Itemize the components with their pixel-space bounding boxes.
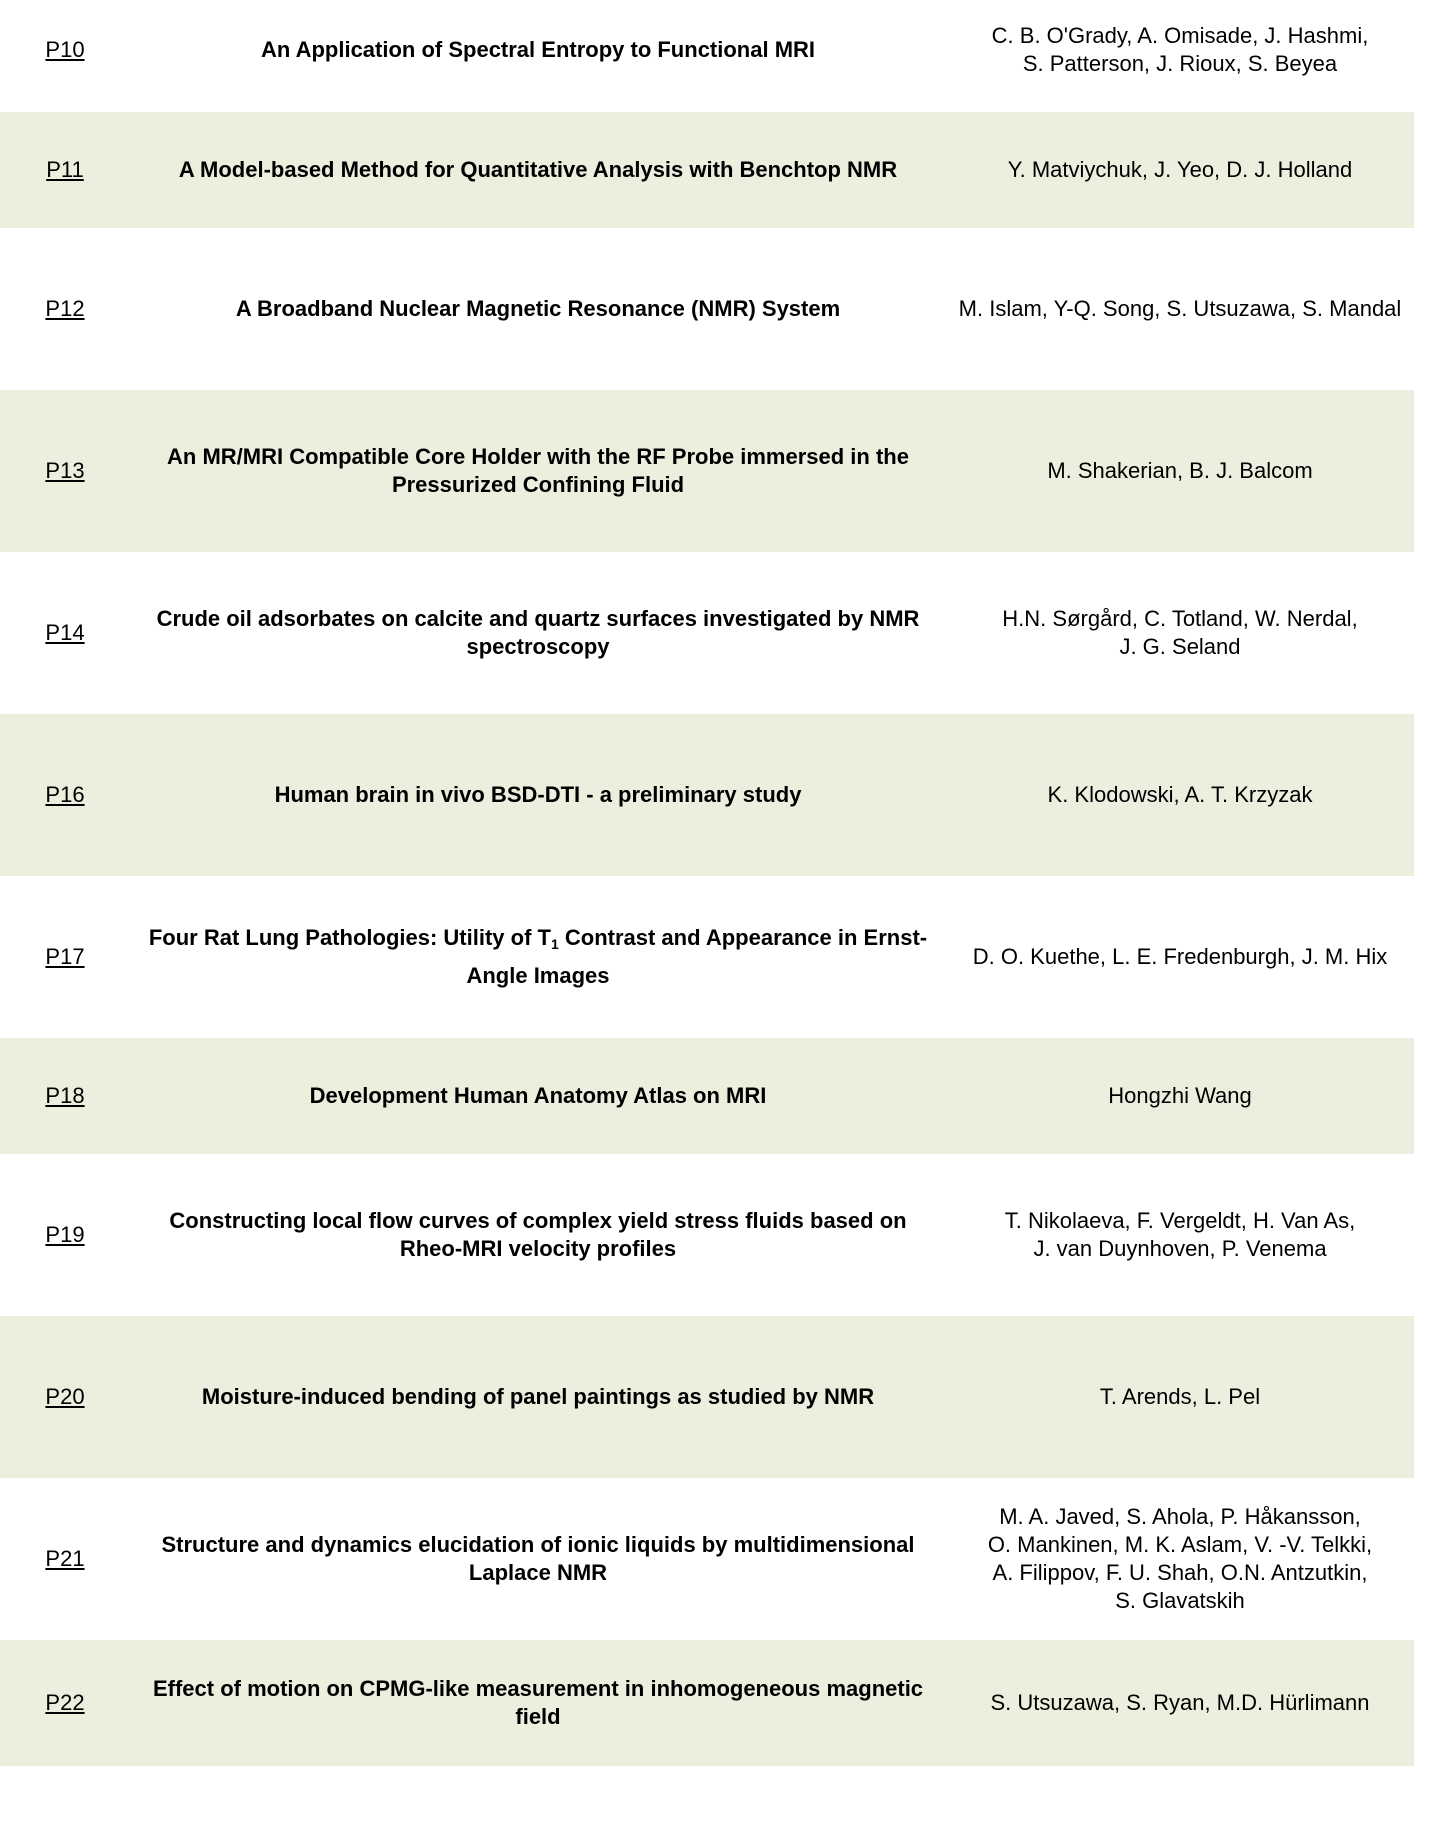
- author-line: A. Filippov, F. U. Shah, O.N. Antzutkin,: [992, 1560, 1368, 1585]
- table-row: [0, 1154, 1414, 1316]
- poster-authors: [946, 605, 1414, 661]
- title-subscript: 1: [550, 936, 559, 952]
- poster-id-link[interactable]: P21: [45, 1546, 85, 1571]
- table-row: [0, 112, 1414, 228]
- poster-id-link[interactable]: P14: [45, 620, 85, 645]
- poster-authors: [946, 22, 1414, 78]
- poster-id-link[interactable]: P20: [45, 1384, 85, 1409]
- author-line: J. van Duynhoven, P. Venema: [1033, 1236, 1327, 1261]
- poster-authors: [946, 1503, 1414, 1615]
- table-row: [0, 0, 1414, 112]
- poster-id-cell: [0, 620, 130, 646]
- table-row: [0, 390, 1414, 552]
- poster-id-link[interactable]: P10: [45, 37, 85, 62]
- poster-authors: [946, 943, 1414, 971]
- poster-authors: [946, 1207, 1414, 1263]
- author-line: K. Klodowski, A. T. Krzyzak: [1047, 782, 1313, 807]
- poster-title: An Application of Spectral Entropy to Functional MRI: [260, 37, 816, 62]
- author-line: T. Arends, L. Pel: [1099, 1384, 1261, 1409]
- table-row: [0, 552, 1414, 714]
- table-row: [0, 714, 1414, 876]
- poster-id-link[interactable]: P12: [45, 296, 85, 321]
- poster-title: A Model-based Method for Quantitative Analysis with Benchtop NMR: [178, 157, 898, 182]
- author-line: S. Patterson, J. Rioux, S. Beyea: [1022, 51, 1338, 76]
- poster-title: Crude oil adsorbates on calcite and quartz surfaces investigated by NMR spectroscopy: [156, 606, 920, 659]
- table-row: [0, 1316, 1414, 1478]
- author-line: Hongzhi Wang: [1108, 1083, 1252, 1108]
- poster-authors: [946, 781, 1414, 809]
- table-row: [0, 1038, 1414, 1154]
- author-line: C. B. O'Grady, A. Omisade, J. Hashmi,: [991, 23, 1369, 48]
- poster-title: Constructing local flow curves of complex yield stress fluids based on Rheo-MRI velocity profiles: [169, 1208, 907, 1261]
- poster-id-cell: [0, 157, 130, 183]
- poster-id-cell: [0, 1546, 130, 1572]
- poster-authors: [946, 457, 1414, 485]
- author-line: T. Nikolaeva, F. Vergeldt, H. Van As,: [1004, 1208, 1356, 1233]
- author-line: S. Utsuzawa, S. Ryan, M.D. Hürlimann: [990, 1690, 1370, 1715]
- title-text: Four Rat Lung Pathologies: Utility of T: [148, 925, 551, 950]
- poster-id-link[interactable]: P13: [45, 458, 85, 483]
- poster-title: A Broadband Nuclear Magnetic Resonance (NMR) System: [235, 296, 841, 321]
- author-line: M. Islam, Y-Q. Song, S. Utsuzawa, S. Mandal: [958, 296, 1402, 321]
- poster-id-link[interactable]: P22: [45, 1690, 85, 1715]
- poster-authors: [946, 156, 1414, 184]
- poster-title: Structure and dynamics elucidation of ionic liquids by multidimensional Laplace NMR: [161, 1532, 915, 1585]
- poster-id-link[interactable]: P16: [45, 782, 85, 807]
- poster-id-cell: [0, 1083, 130, 1109]
- poster-title: [130, 922, 946, 992]
- poster-id-cell: [0, 296, 130, 322]
- poster-id-cell: [0, 944, 130, 970]
- poster-id-link[interactable]: P17: [45, 944, 85, 969]
- poster-title: Development Human Anatomy Atlas on MRI: [309, 1083, 767, 1108]
- author-line: D. O. Kuethe, L. E. Fredenburgh, J. M. Hix: [972, 944, 1388, 969]
- poster-title: An MR/MRI Compatible Core Holder with the RF Probe immersed in the Pressurized Confining Fluid: [167, 444, 909, 497]
- author-line: Y. Matviychuk, J. Yeo, D. J. Holland: [1007, 157, 1353, 182]
- poster-title: Human brain in vivo BSD-DTI - a preliminary study: [274, 782, 802, 807]
- poster-id-cell: [0, 1384, 130, 1410]
- poster-authors: [946, 1383, 1414, 1411]
- author-line: S. Glavatskih: [1115, 1588, 1245, 1613]
- author-line: M. Shakerian, B. J. Balcom: [1047, 458, 1313, 483]
- author-line: H.N. Sørgård, C. Totland, W. Nerdal,: [1002, 606, 1358, 631]
- poster-id-link[interactable]: P19: [45, 1222, 85, 1247]
- poster-id-cell: [0, 782, 130, 808]
- poster-id-cell: [0, 1222, 130, 1248]
- poster-title: Effect of motion on CPMG-like measurement in inhomogeneous magnetic field: [152, 1676, 924, 1729]
- poster-title: Moisture-induced bending of panel paintings as studied by NMR: [201, 1384, 875, 1409]
- title-text: Contrast and Appearance in Ernst-Angle Images: [466, 925, 928, 988]
- poster-id-link[interactable]: P11: [46, 157, 84, 182]
- poster-id-cell: [0, 458, 130, 484]
- table-row: [0, 1640, 1414, 1766]
- table-row: [0, 876, 1414, 1038]
- author-line: M. A. Javed, S. Ahola, P. Håkansson,: [999, 1504, 1361, 1529]
- poster-authors: [946, 295, 1414, 323]
- poster-authors: [946, 1082, 1414, 1110]
- poster-id-cell: [0, 37, 130, 63]
- author-line: O. Mankinen, M. K. Aslam, V. -V. Telkki,: [987, 1532, 1373, 1557]
- poster-id-link[interactable]: P18: [45, 1083, 85, 1108]
- table-row: [0, 228, 1414, 390]
- table-row: [0, 1478, 1414, 1640]
- poster-id-cell: [0, 1690, 130, 1716]
- author-line: J. G. Seland: [1119, 634, 1241, 659]
- poster-authors: [946, 1689, 1414, 1717]
